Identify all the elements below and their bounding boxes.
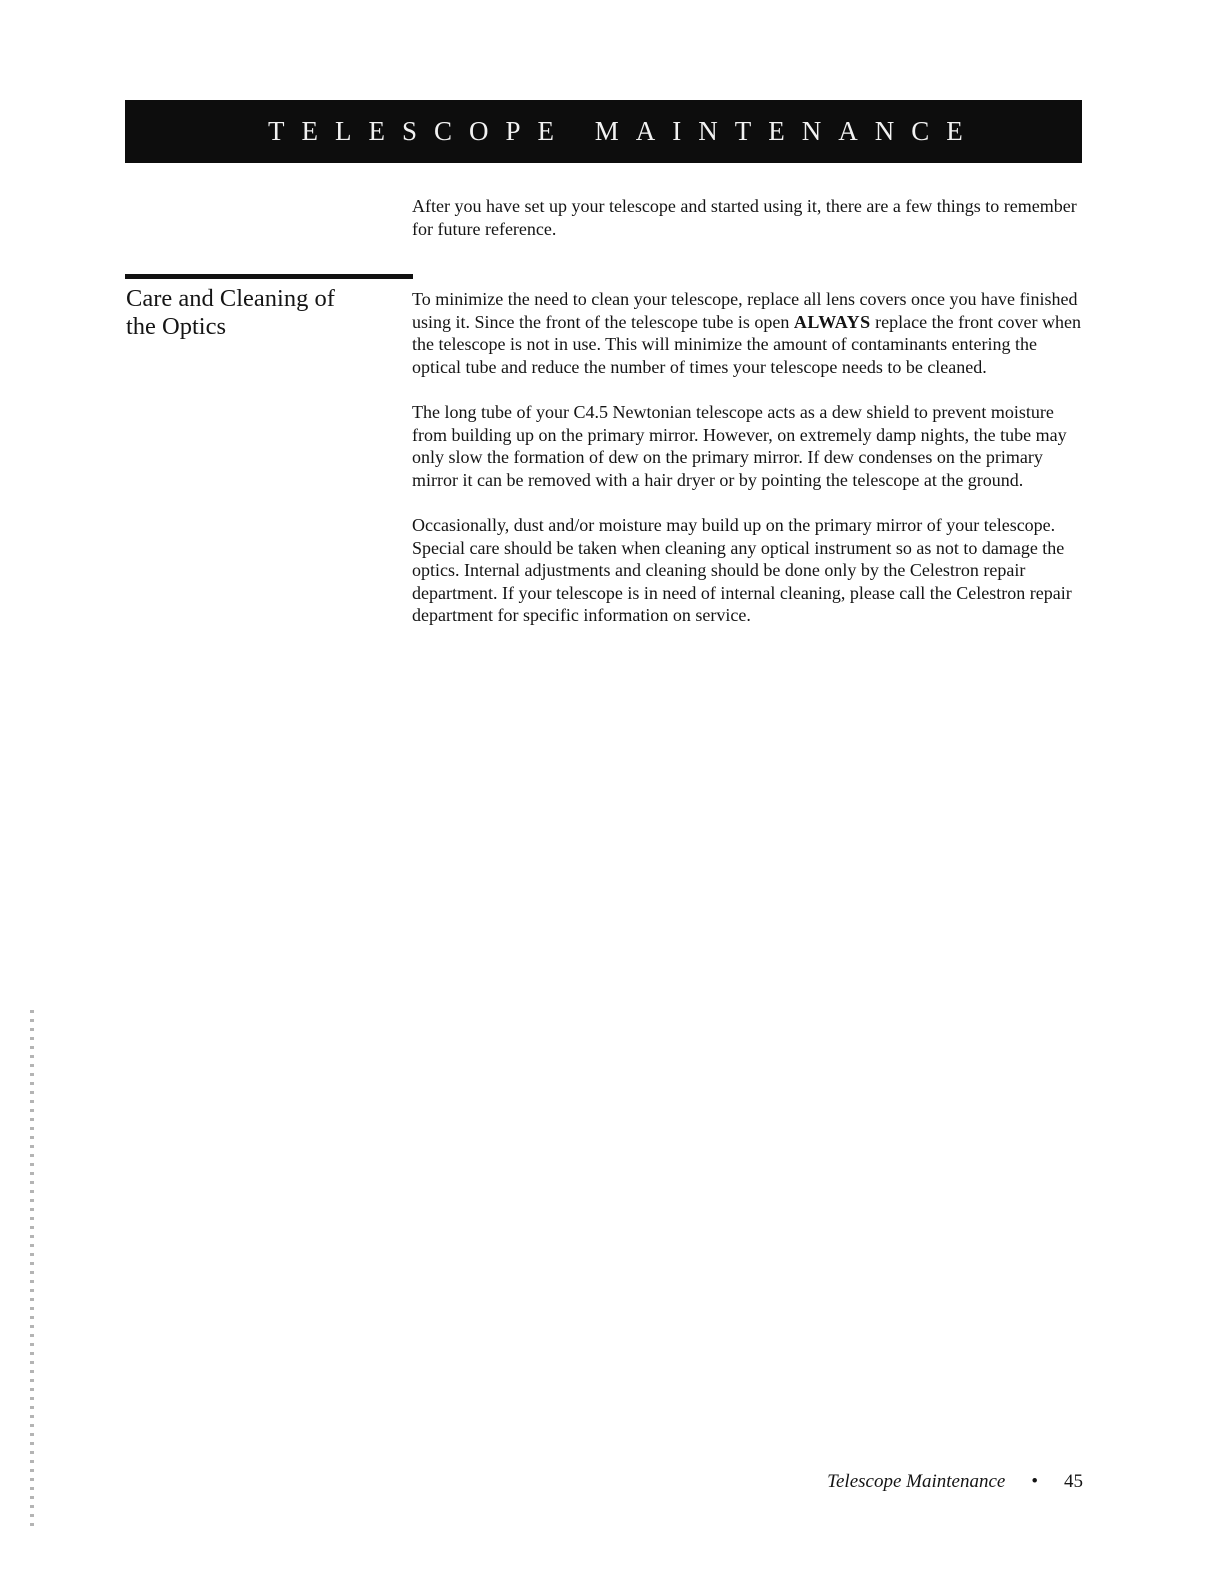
section-heading-line-2: the Optics [126,313,227,340]
scan-margin-marks [30,1010,34,1530]
intro-block [412,195,1087,263]
chapter-title: TELESCOPE MAINTENANCE [268,116,980,146]
footer-bullet: • [1031,1471,1038,1492]
paragraph-lens-covers-start: To minimize the need to clean your telescope, replace all lens covers once you have finished using it. Since the front of the telescope tube is open [412,289,1078,332]
section-body [412,288,1087,650]
paragraph-dew-shield: The long tube of your C4.5 Newtonian telescope acts as a dew shield to prevent moisture from building up on the primary mirror. However, on extremely damp nights, the tube may only slow the formation of dew on the primary mirror. If dew condenses on the primary mirror it can be removed with a hair dryer or by pointing the telescope at the ground. [412,402,1067,490]
paragraph-lens-covers-end: replace the front cover when the telescope is not in use. This will minimize the amount of contaminants entering the optical tube and reduce the number of times your telescope needs to be cleaned. [412,311,1082,377]
section-divider [125,274,413,279]
intro-paragraph: After you have set up your telescope and started using it, there are a few things to remember for future reference. [412,196,1077,239]
page-number: 45 [1064,1471,1083,1492]
chapter-banner [125,100,1082,163]
section-heading-line-1: Care and Cleaning of [126,285,335,312]
always-emphasis: ALWAYS [793,311,871,332]
paragraph-lens-covers [412,288,1087,378]
section-heading [126,285,396,341]
footer-running-title: Telescope Maintenance [827,1471,1006,1492]
paragraph-cleaning: Occasionally, dust and/or moisture may build up on the primary mirror of your telescope. Special care should be taken when cleaning any optical instrument so as not to damage the optics. Internal adjustments and cleaning should be done only by the Celestron repair department. If your telescope is in need of internal cleaning, please call the Celestron repair department for specific information on service. [412,515,1072,625]
page-footer [827,1471,1083,1493]
